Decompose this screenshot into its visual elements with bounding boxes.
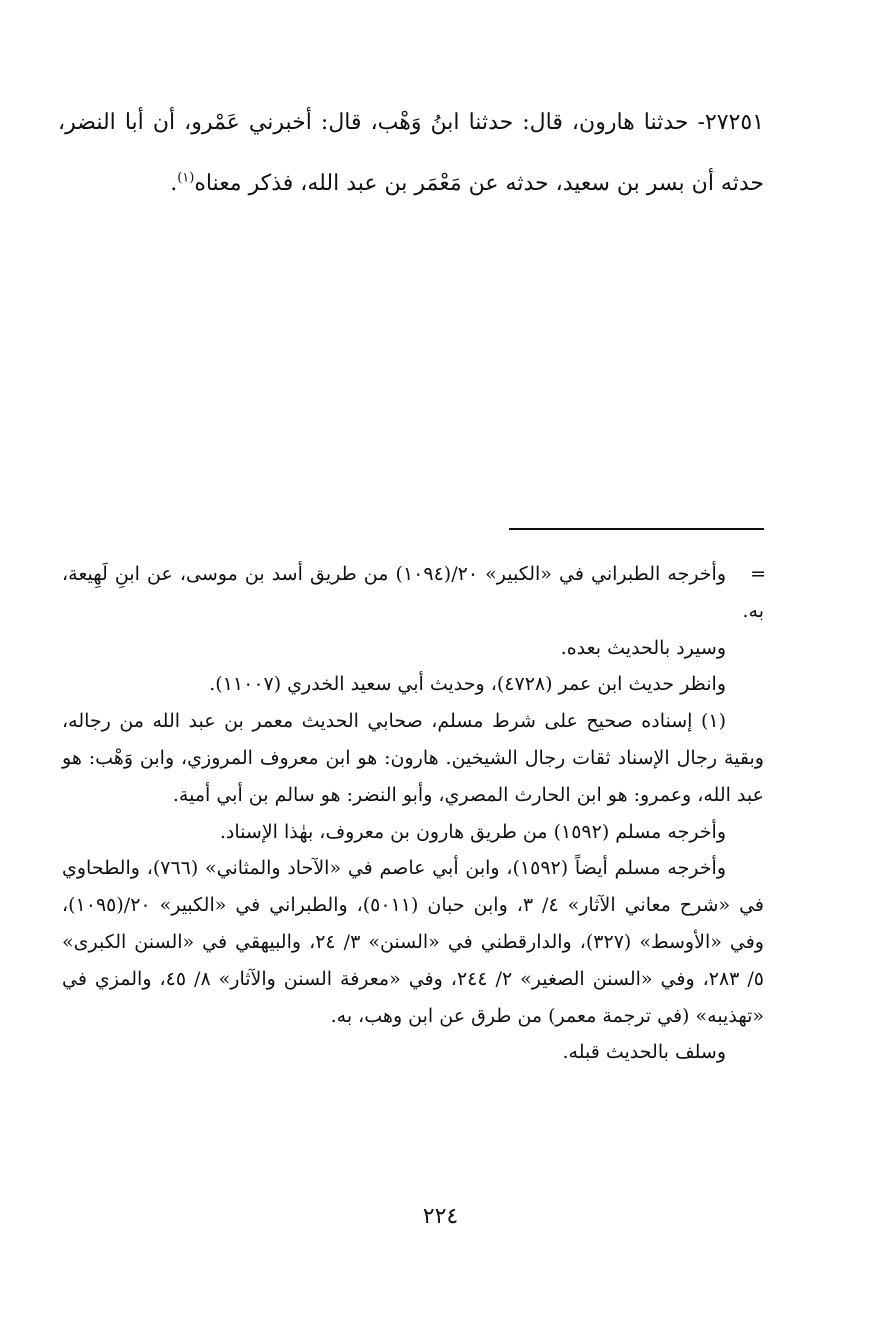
main-text-block (58, 92, 764, 214)
footnote-divider (509, 528, 764, 530)
hadith-paragraph (58, 92, 764, 214)
continuation-mark: = (750, 563, 766, 585)
footnote-1: (١) إسناده صحيح على شرط مسلم، صحابي الحديث معمر بن عبد الله من رجاله، وبقية رجال الإسناد ثقات رجال الشيخين. هارون: هو ابن معروف المروزي، وابن وَهْب: هو عبد الله، وعمرو: هو ابن الحارث المصري، وأبو النضر: هو سالم بن أبي أمية. (62, 710, 764, 806)
footnote-line: وسلف بالحديث قبله. (562, 1041, 726, 1064)
footnote-reference: (١) (177, 170, 195, 186)
hadith-end-period: . (170, 171, 178, 196)
hadith-text: ٢٧٢٥١- حدثنا هارون، قال: حدثنا ابنُ وَهْب، قال: أخبرني عَمْرو، أن أبا النضر، حدثه أن بسر بن سعيد، حدثه عن مَعْمَر بن عبد الله، فذكر معناه (58, 110, 764, 196)
page-number: ٢٢٤ (422, 1204, 459, 1229)
footnotes-block (62, 556, 764, 1071)
footnote-line: وانظر حديث ابن عمر (٤٧٢٨)، وحديث أبي سعيد الخدري (١١٠٠٧). (209, 673, 726, 696)
footnote-line: وأخرجه مسلم أيضاً (١٥٩٢)، وابن أبي عاصم في «الآحاد والمثاني» (٧٦٦)، والطحاوي في «شرح معاني الآثار» ٤/ ٣، وابن حبان (٥٠١١)، والطبراني في «الكبير» ٢٠/(١٠٩٥)، وفي «الأوسط» (٣٢٧)، والدارقطني في «السنن» ٣/ ٢٤، والبيهقي في «السنن الكبرى» ٥/ ٢٨٣، وفي «السنن الصغير» ٢/ ٢٤٤، وفي «معرفة السنن والآثار» ٨/ ٤٥، والمزي في «تهذيبه» (في ترجمة معمر) من طرق عن ابن وهب، به. (62, 857, 764, 1027)
footnote-line: وأخرجه الطبراني في «الكبير» ٢٠/(١٠٩٤) من طريق أسد بن موسى، عن ابنِ لَهِيعة، به. (62, 563, 764, 622)
footnote-line: وأخرجه مسلم (١٥٩٢) من طريق هارون بن معروف، بهٰذا الإسناد. (219, 820, 726, 843)
footnote-line: وسيرد بالحديث بعده. (560, 636, 726, 659)
